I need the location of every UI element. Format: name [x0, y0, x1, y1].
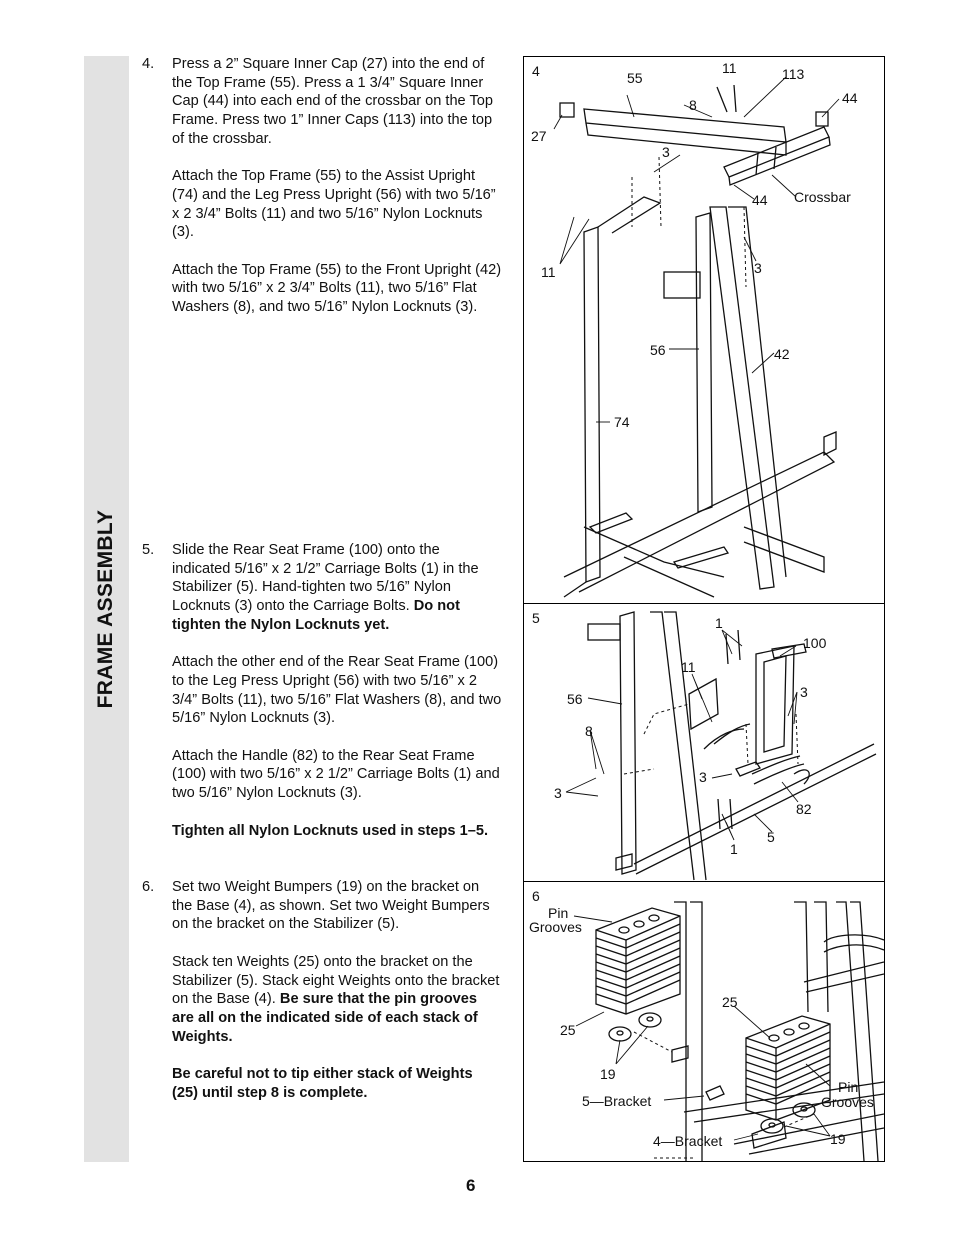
- paragraph-bold-text: Tighten all Nylon Locknuts used in steps 1–5.: [172, 822, 488, 839]
- figure-number: 6: [532, 888, 540, 904]
- step-number: 4.: [142, 56, 155, 72]
- paragraph-text: Attach the other end of the Rear Seat Frame (100) to the Leg Press Upright (56) with two 5/16” x 2 3/4” Bolts (11), two 5/16” Flat Washers (8), and two 5/16” Nylon Locknuts (3).: [172, 654, 502, 727]
- part-label: 42: [774, 346, 790, 362]
- part-label: Pin: [548, 905, 569, 921]
- part-label: Grooves: [529, 919, 582, 935]
- part-label: 11: [541, 264, 556, 280]
- figure-4-panel: [523, 56, 885, 604]
- part-label: 1: [730, 841, 738, 857]
- part-label: 55: [627, 70, 643, 86]
- part-label: 5: [767, 829, 775, 845]
- figure-6-panel: [523, 881, 885, 1162]
- page-number: 6: [466, 1176, 476, 1195]
- paragraph-text: Slide the Rear Seat Frame (100) onto the indicated 5/16” x 2 1/2” Carriage Bolts (1) in the Stabilizer (5). Hand-tighten two 5/16” Nylon Locknuts (3) onto the Carriage Bolts.: [172, 542, 479, 615]
- paragraph-bold-text: Do not tighten the Nylon Locknuts yet.: [172, 598, 460, 633]
- part-label: 19: [600, 1066, 616, 1082]
- section-title: FRAME ASSEMBLY: [94, 509, 117, 709]
- part-label: 74: [614, 414, 630, 430]
- figure-6-illustration: [524, 882, 884, 1161]
- figure-5-panel: [523, 603, 885, 882]
- part-label: 5—Bracket: [582, 1093, 652, 1109]
- figure-5-illustration: [524, 604, 884, 881]
- step-paragraph: [172, 55, 502, 149]
- part-label: 44: [752, 192, 768, 208]
- step-paragraph: [172, 822, 502, 841]
- paragraph-text: Press a 2” Square Inner Cap (27) into the end of the Top Frame (55). Press a 1 3/4” Square Inner Cap (44) into each end of the crossbar on the Top Frame. Press two 1” Inner Caps (113) into the top of the crossbar.: [172, 56, 493, 147]
- part-label: 113: [782, 66, 805, 82]
- part-label: 8: [585, 723, 593, 739]
- part-label: 56: [650, 342, 666, 358]
- part-label: 44: [842, 90, 858, 106]
- figure-number: 5: [532, 610, 540, 626]
- paragraph-bold-text: Be careful not to tip either stack of Weights (25) until step 8 is complete.: [172, 1066, 473, 1101]
- paragraph-text: Set two Weight Bumpers (19) on the bracket on the Base (4), as shown. Set two Weight Bumpers on the bracket on the Stabilizer (5).: [172, 879, 490, 933]
- step-6: [142, 878, 502, 1102]
- part-label: 100: [803, 635, 827, 651]
- step-paragraph: [172, 167, 502, 242]
- part-label: 3: [699, 769, 707, 785]
- part-label: 19: [830, 1131, 846, 1147]
- part-label: Grooves: [821, 1094, 874, 1110]
- step-paragraph: [172, 747, 502, 803]
- part-label: 82: [796, 801, 812, 817]
- part-label: Pin: [838, 1079, 859, 1095]
- step-4: [142, 55, 502, 317]
- step-number: 5.: [142, 542, 155, 558]
- part-label: 3: [754, 260, 762, 276]
- figure-number: 4: [532, 63, 540, 79]
- paragraph-text: Attach the Top Frame (55) to the Front Upright (42) with two 5/16” x 2 3/4” Bolts (11), two 5/16” Flat Washers (8), and two 5/16” Nylon Locknuts (3).: [172, 261, 502, 316]
- part-label: 3: [662, 144, 670, 160]
- step-paragraph: [172, 541, 502, 635]
- step-5: [142, 541, 502, 840]
- part-label: 25: [560, 1022, 576, 1038]
- paragraph-text: Stack ten Weights (25) onto the bracket on the Stabilizer (5). Stack eight Weights onto the bracket on the Base (4).: [172, 953, 500, 1008]
- paragraph-text: Attach the Handle (82) to the Rear Seat Frame (100) with two 5/16” x 2 1/2” Carriage Bolts (1) and two 5/16” Nylon Locknuts (3).: [172, 747, 500, 802]
- step-number: 6.: [142, 879, 155, 895]
- step-paragraph: [172, 1065, 502, 1102]
- part-label: 4—Bracket: [653, 1133, 723, 1149]
- step-paragraph: [172, 261, 502, 317]
- part-label: 27: [531, 128, 547, 144]
- part-label: 11: [722, 60, 737, 76]
- part-label: 56: [567, 691, 583, 707]
- sidebar: [84, 56, 129, 1162]
- paragraph-text: Attach the Top Frame (55) to the Assist Upright (74) and the Leg Press Upright (56) with two 5/16” x 2 3/4” Bolts (11) and two 5/16” Nylon Locknuts (3).: [172, 168, 496, 241]
- part-label: 3: [554, 785, 562, 801]
- step-paragraph: [172, 653, 502, 728]
- step-paragraph: [172, 953, 502, 1047]
- step-paragraph: [172, 878, 502, 934]
- part-label: 25: [722, 994, 738, 1010]
- part-label: 11: [681, 659, 696, 675]
- part-label: 8: [689, 97, 697, 113]
- part-label: 1: [715, 615, 723, 631]
- paragraph-bold-text: Be sure that the pin grooves are all on the indicated side of each stack of Weights.: [172, 991, 478, 1045]
- figure-4-illustration: [524, 57, 884, 603]
- part-label: 3: [800, 684, 808, 700]
- part-label: Crossbar: [794, 189, 851, 205]
